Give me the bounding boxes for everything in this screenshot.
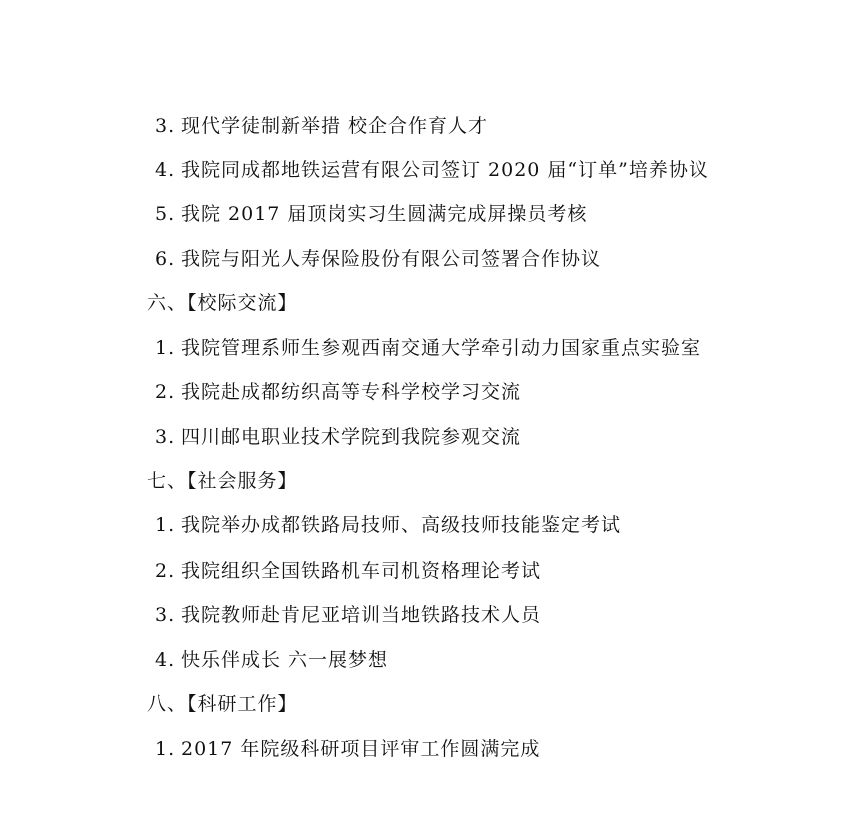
item-number: 1. — [155, 738, 176, 760]
list-item — [155, 648, 388, 672]
section-heading: 六、【校际交流】 — [147, 292, 298, 314]
item-number: 3. — [155, 604, 176, 626]
list-item — [155, 202, 587, 226]
item-text: 现代学徒制新举措 校企合作育人才 — [181, 115, 489, 137]
item-number: 5. — [155, 203, 176, 225]
section-heading: 八、【科研工作】 — [147, 693, 298, 715]
item-text: 我院教师赴肯尼亚培训当地铁路技术人员 — [181, 604, 542, 626]
item-text: 我院 2017 届顶岗实习生圆满完成屏操员考核 — [181, 203, 588, 225]
item-number: 3. — [155, 115, 176, 137]
item-text: 我院同成都地铁运营有限公司签订 2020 届“订单”培养协议 — [181, 159, 709, 181]
list-item — [155, 737, 540, 761]
item-number: 2. — [155, 560, 176, 582]
item-number: 4. — [155, 159, 176, 181]
item-number: 6. — [155, 248, 176, 270]
item-text: 快乐伴成长 六一展梦想 — [181, 649, 389, 671]
item-text: 我院管理系师生参观西南交通大学牵引动力国家重点实验室 — [181, 337, 702, 359]
item-number: 1. — [155, 337, 176, 359]
list-item — [155, 380, 521, 404]
list-item — [155, 425, 521, 449]
list-item — [155, 114, 488, 138]
item-number: 4. — [155, 649, 176, 671]
item-text: 我院与阳光人寿保险股份有限公司签署合作协议 — [181, 248, 602, 270]
list-item — [155, 336, 701, 360]
item-number: 3. — [155, 426, 176, 448]
list-item — [155, 603, 541, 627]
list-item — [155, 247, 601, 271]
section-heading: 七、【社会服务】 — [147, 470, 298, 492]
item-number: 1. — [155, 514, 176, 536]
item-text: 我院组织全国铁路机车司机资格理论考试 — [181, 560, 542, 582]
list-item — [155, 158, 709, 182]
item-text: 我院举办成都铁路局技师、高级技师技能鉴定考试 — [181, 514, 622, 536]
item-text: 我院赴成都纺织高等专科学校学习交流 — [181, 381, 522, 403]
list-item — [155, 559, 541, 583]
item-text: 四川邮电职业技术学院到我院参观交流 — [181, 426, 522, 448]
item-text: 2017 年院级科研项目评审工作圆满完成 — [181, 738, 541, 760]
list-item — [155, 513, 621, 537]
item-number: 2. — [155, 381, 176, 403]
